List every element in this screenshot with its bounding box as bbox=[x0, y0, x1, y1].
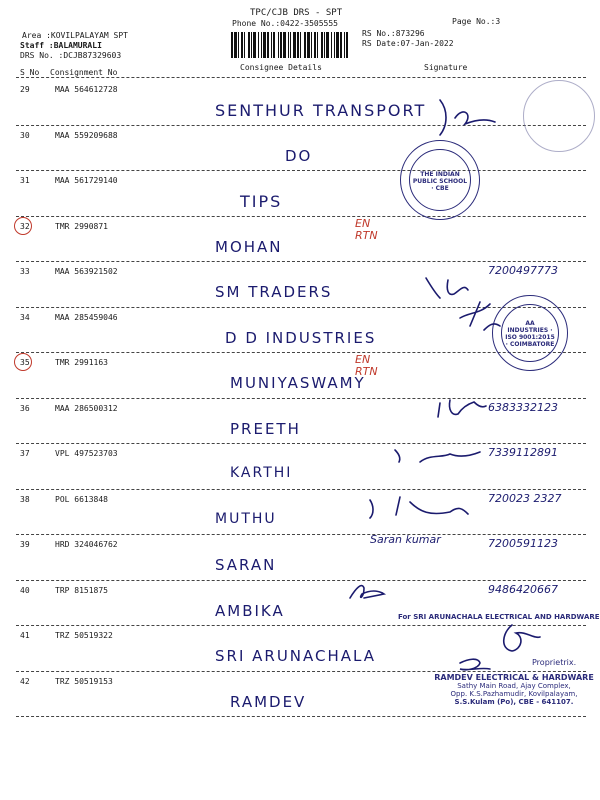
doc-title: TPC/CJB DRS - SPT bbox=[250, 8, 343, 18]
row-number: 42 bbox=[20, 676, 30, 686]
proprietrix-label: Proprietrix. bbox=[532, 658, 577, 667]
row-number: 34 bbox=[20, 312, 30, 322]
col-consignee: Consignee Details bbox=[240, 63, 322, 72]
consignee-name: KARTHI bbox=[230, 465, 293, 481]
consignee-name: MUTHU bbox=[215, 510, 277, 527]
consignee-name: DO bbox=[285, 146, 313, 165]
rs-number: RS No.:873296 bbox=[362, 29, 425, 38]
consignee-name: PREETH bbox=[230, 419, 301, 438]
phone-note: 9486420667 bbox=[488, 582, 558, 596]
consignment-number: MAA 564612728 bbox=[55, 85, 118, 94]
col-sno: S No bbox=[20, 68, 40, 77]
phone-note: 720023 2327 bbox=[488, 491, 562, 505]
consignment-number: POL 6613848 bbox=[55, 494, 108, 504]
col-consignment: Consignment No bbox=[50, 68, 118, 77]
row-number: 32 bbox=[20, 221, 30, 231]
consignee-name: D D INDUSTRIES bbox=[225, 328, 377, 347]
consignment-number: MAA 563921502 bbox=[55, 267, 118, 276]
consignment-number: VPL 497523703 bbox=[55, 449, 118, 458]
return-note: EN RTN bbox=[355, 353, 378, 378]
row-number: 31 bbox=[20, 176, 30, 185]
drs-number: DRS No. :DCJB87329603 bbox=[20, 51, 122, 60]
row-number: 35 bbox=[20, 358, 30, 367]
row-number: 37 bbox=[20, 449, 30, 458]
consignment-number: TRZ 50519322 bbox=[55, 631, 113, 640]
consignment-number: MAA 285459046 bbox=[55, 312, 118, 322]
signature-42 bbox=[460, 659, 490, 670]
signature-33 bbox=[426, 278, 468, 298]
return-note: EN RTN bbox=[355, 216, 378, 242]
phone-note: 7200591123 bbox=[488, 537, 558, 550]
phone-number: Phone No.:0422-3505555 bbox=[232, 19, 338, 28]
consignee-name: SENTHUR TRANSPORT bbox=[215, 101, 427, 120]
row-number: 33 bbox=[20, 267, 30, 276]
signature-34 bbox=[460, 302, 500, 330]
saran-extra-note: Saran kumar bbox=[370, 533, 441, 546]
sri-arunachala-stamp: For SRI ARUNACHALA ELECTRICAL AND HARDWARE bbox=[398, 613, 600, 621]
row-number: 39 bbox=[20, 540, 30, 549]
signature-41 bbox=[504, 625, 540, 651]
signature-37 bbox=[395, 450, 480, 462]
signature-38 bbox=[370, 497, 468, 518]
consignee-name: RAMDEV bbox=[230, 692, 307, 711]
row-number: 30 bbox=[20, 130, 30, 140]
row-number: 29 bbox=[20, 85, 30, 94]
consignment-number: TRZ 50519153 bbox=[55, 676, 113, 686]
signature-36 bbox=[438, 400, 486, 417]
consignment-number: MAA 561729140 bbox=[55, 176, 118, 185]
consignment-number: MAA 559209688 bbox=[55, 130, 118, 140]
consignee-name: MOHAN bbox=[215, 237, 283, 256]
consignee-name: SARAN bbox=[215, 556, 277, 574]
consignment-number: TRP 8151875 bbox=[55, 585, 108, 595]
consignee-name: MUNIYASWAMY bbox=[230, 374, 366, 392]
consignment-number: TMR 2991163 bbox=[55, 358, 108, 367]
phone-note: 7339112891 bbox=[488, 446, 558, 459]
aa-industries-stamp: AA INDUSTRIES · ISO 9001:2015 · COIMBATORE bbox=[492, 295, 568, 371]
consignee-name: SRI ARUNACHALA bbox=[215, 647, 376, 665]
page-number: Page No.:3 bbox=[452, 17, 501, 26]
signature-40 bbox=[350, 586, 384, 598]
ramdev-stamp: RAMDEV ELECTRICAL & HARDWARE Sathy Main Road, Ajay Complex, Opp. K.S.Pazhamudir, Kovilpalayam, S.S.Kulam (Po), CBE - 641107. bbox=[434, 673, 594, 706]
row-number: 41 bbox=[20, 631, 30, 640]
consignment-number: HRD 324046762 bbox=[55, 540, 118, 549]
row-number: 38 bbox=[20, 494, 30, 504]
rs-date: RS Date:07-Jan-2022 bbox=[362, 39, 454, 48]
consignment-number: MAA 286500312 bbox=[55, 403, 118, 413]
row-number: 40 bbox=[20, 585, 30, 595]
staff-label: Staff :BALAMURALI bbox=[20, 41, 102, 50]
consignment-number: TMR 2990871 bbox=[55, 221, 108, 231]
area-label: Area :KOVILPALAYAM SPT bbox=[22, 31, 128, 40]
consignee-name: TIPS bbox=[240, 192, 283, 211]
phone-note: 6383332123 bbox=[488, 400, 558, 414]
row-number: 36 bbox=[20, 403, 30, 413]
consignee-name: SM TRADERS bbox=[215, 283, 333, 301]
col-signature: Signature bbox=[424, 63, 468, 72]
signature-29 bbox=[440, 100, 495, 135]
phone-note: 7200497773 bbox=[488, 264, 558, 277]
consignee-name: AMBIKA bbox=[215, 601, 285, 620]
school-stamp: THE INDIAN PUBLIC SCHOOL · CBE bbox=[400, 140, 480, 220]
